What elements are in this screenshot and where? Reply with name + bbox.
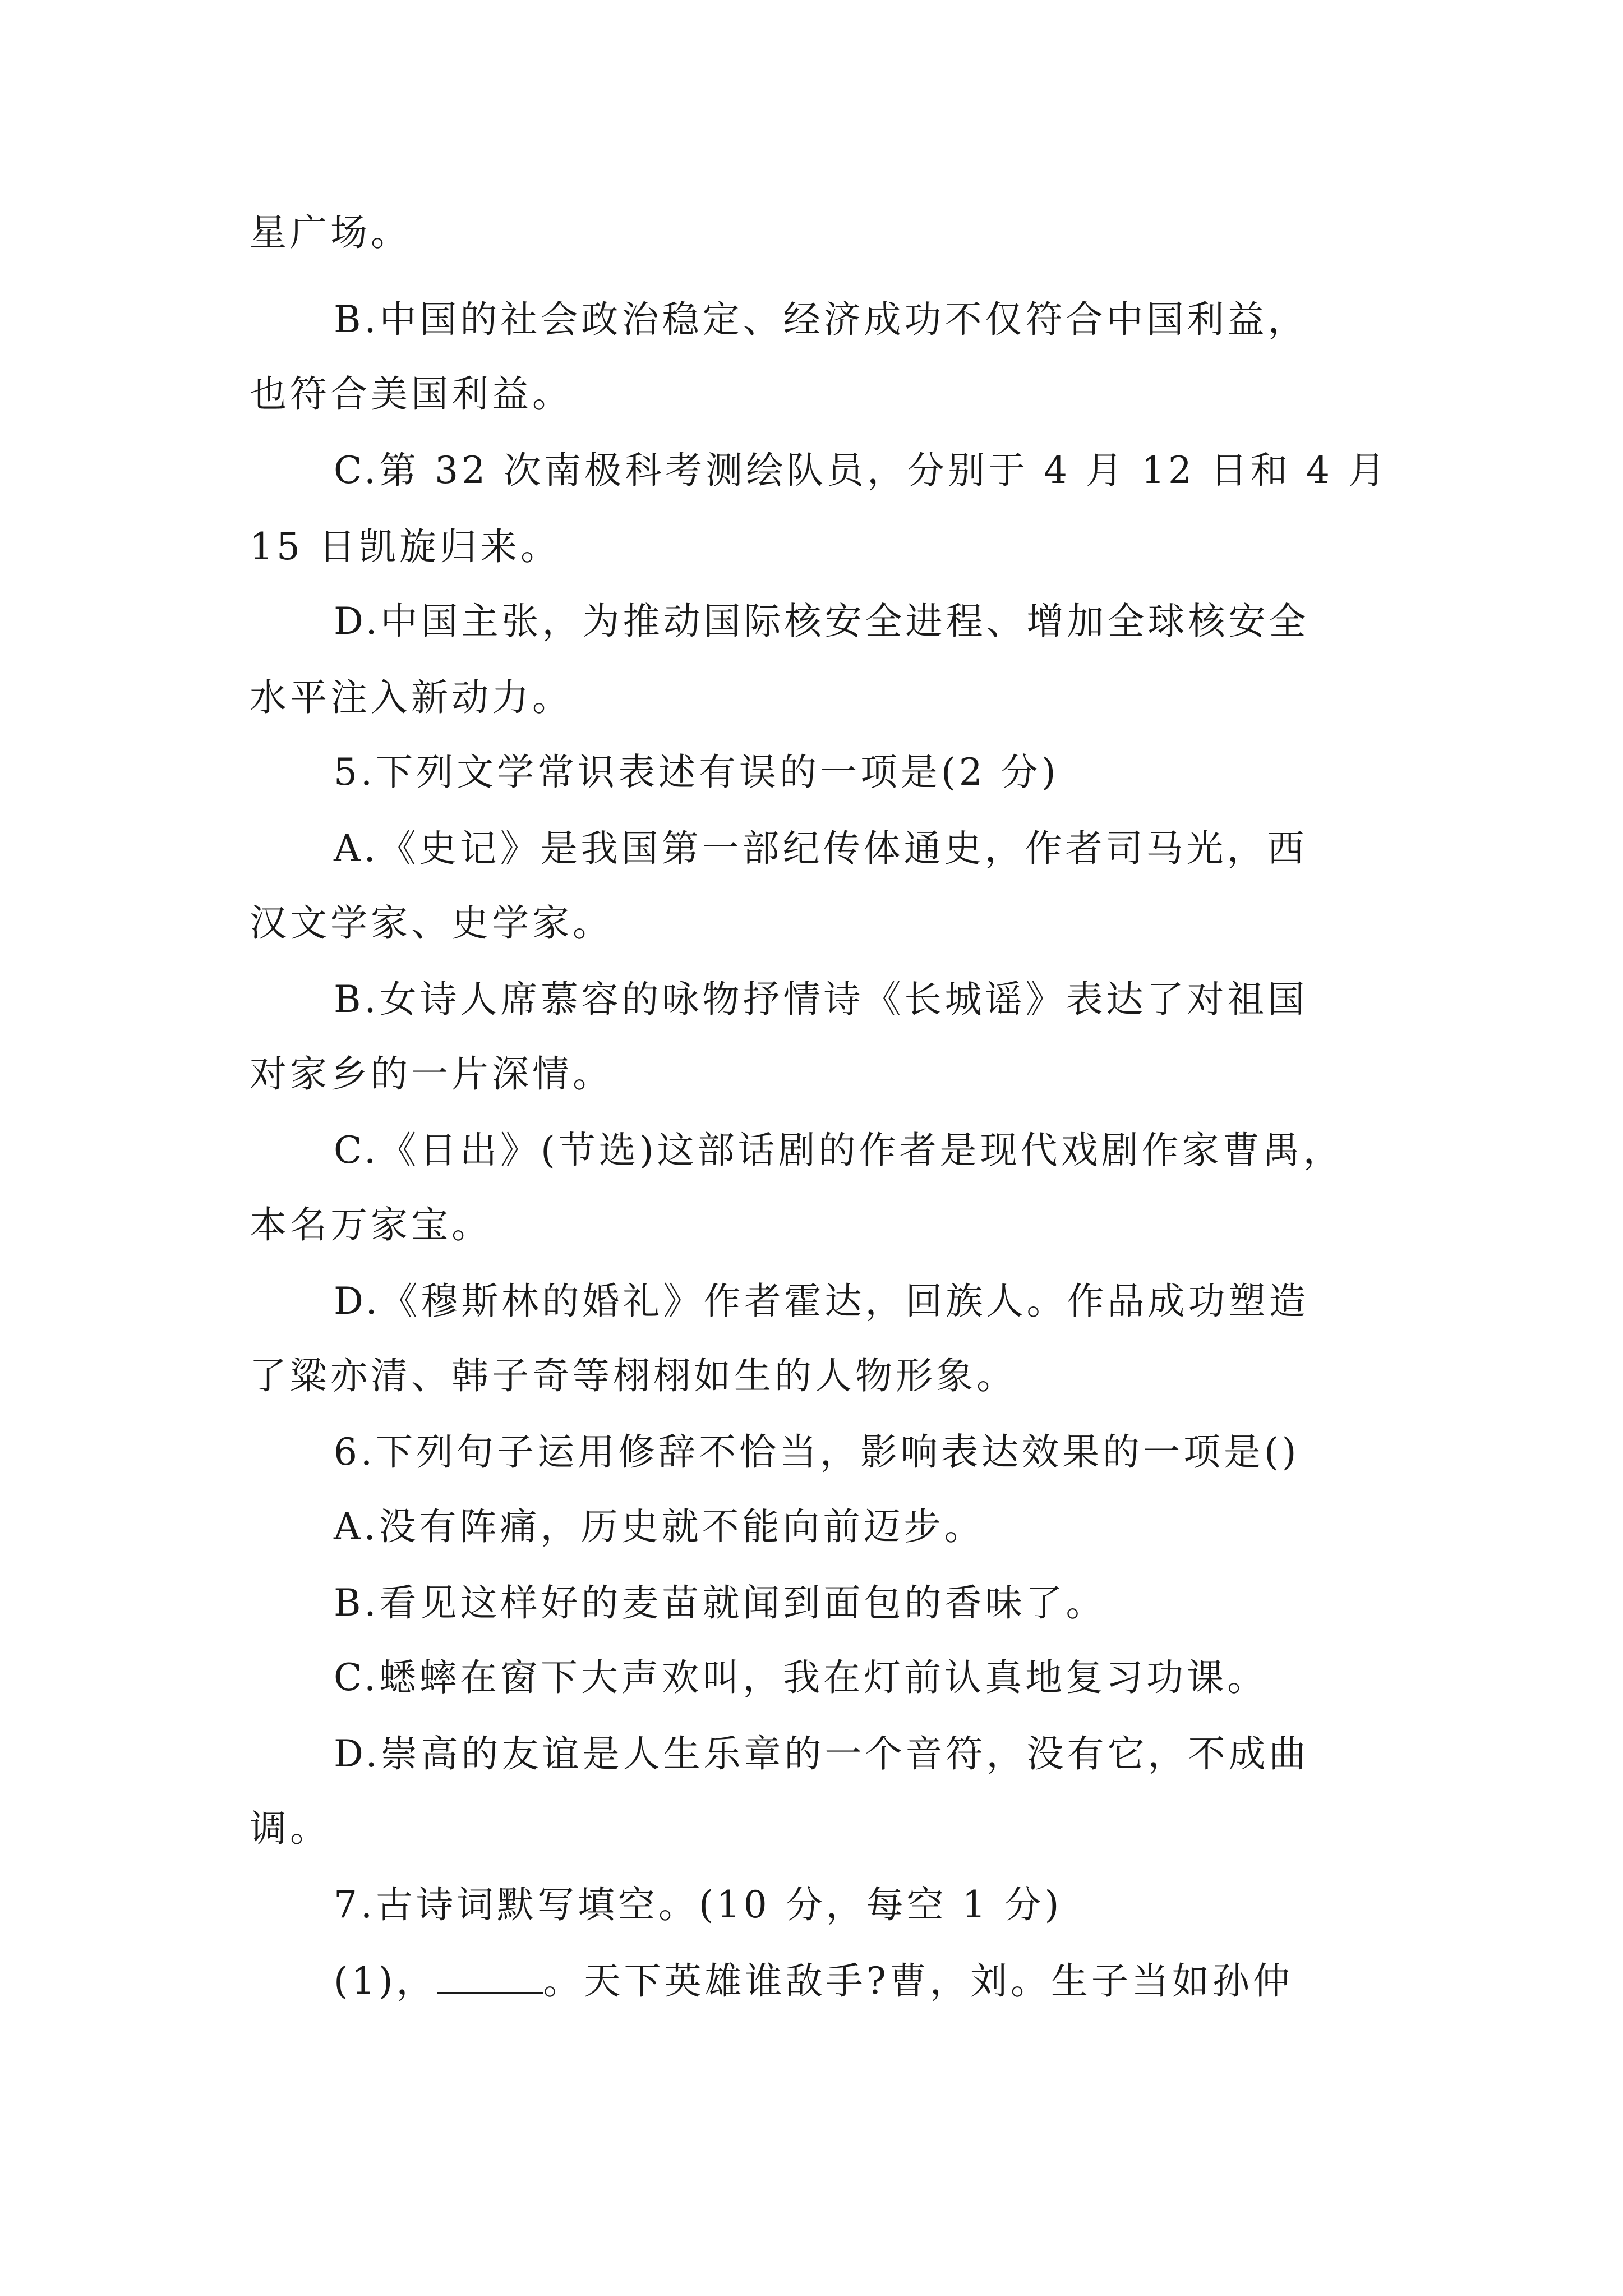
- text-line: 水平注入新动力。: [250, 676, 573, 719]
- text-line: D.中国主张，为推动国际核安全进程、增加全球核安全: [334, 600, 1310, 643]
- text-line: C.蟋蟀在窗下大声欢叫，我在灯前认真地复习功课。: [334, 1656, 1268, 1699]
- text-line: B.中国的社会政治稳定、经济成功不仅符合中国利益，: [334, 298, 1308, 341]
- text-line-with-blank: [334, 1957, 1293, 2004]
- blank-prefix: (1)，: [334, 1959, 437, 2003]
- text-line: D.《穆斯林的婚礼》作者霍达，回族人。作品成功塑造: [334, 1280, 1310, 1323]
- text-line: 15 日凯旋归来。: [250, 525, 561, 568]
- text-line: B.看见这样好的麦苗就闻到面包的香味了。: [334, 1581, 1106, 1625]
- blank-suffix: 。天下英雄谁敌手?曹，刘。生子当如孙仲: [543, 1959, 1293, 2003]
- text-line: 星广场。: [250, 211, 411, 254]
- question-5: 5.下列文学常识表述有误的一项是(2 分): [334, 751, 1059, 794]
- text-line: 汉文学家、史学家。: [250, 901, 613, 945]
- text-line: C.《日出》(节选)这部话剧的作者是现代戏剧作家曹禺，: [334, 1129, 1344, 1172]
- text-line: 本名万家宝。: [250, 1203, 492, 1246]
- text-line: B.女诗人席慕容的咏物抒情诗《长城谣》表达了对祖国: [334, 978, 1308, 1021]
- text-line: A.没有阵痛，历史就不能向前迈步。: [334, 1505, 985, 1548]
- text-line: 调。: [250, 1807, 330, 1850]
- question-6: 6.下列句子运用修辞不恰当，影响表达效果的一项是(): [334, 1430, 1300, 1474]
- question-7: 7.古诗词默写填空。(10 分，每空 1 分): [334, 1883, 1063, 1926]
- text-line: D.崇高的友谊是人生乐章的一个音符，没有它，不成曲: [334, 1732, 1310, 1775]
- text-line: C.第 32 次南极科考测绘队员，分别于 4 月 12 日和 4 月: [334, 449, 1389, 492]
- text-line: 了粱亦清、韩子奇等栩栩如生的人物形象。: [250, 1354, 1017, 1397]
- fill-in-blank: [437, 1957, 543, 1994]
- text-line: 也符合美国利益。: [250, 372, 573, 416]
- text-line: 对家乡的一片深情。: [250, 1052, 613, 1096]
- text-line: A.《史记》是我国第一部纪传体通史，作者司马光，西: [334, 827, 1308, 870]
